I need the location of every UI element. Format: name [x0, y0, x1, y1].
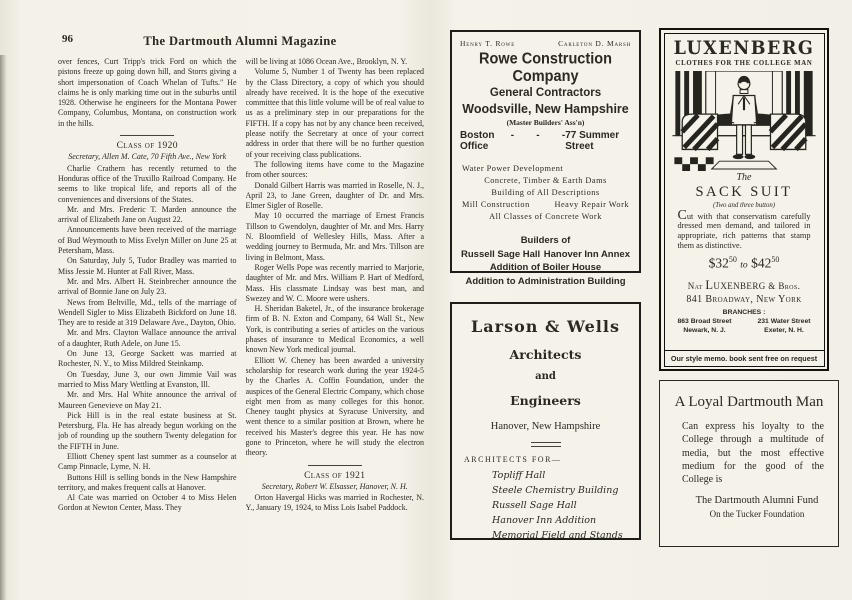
news-paragraph: Announcements have been received of the marriage of Bud Weymouth to Miss Evelyn Miller on June 25 at Petersham, Mass.	[58, 225, 237, 256]
class-1920-news-continued	[246, 67, 425, 458]
page-header	[58, 32, 422, 50]
news-paragraph: Al Cate was married on October 4 to Miss Helen Gordon at Newton Center, Mass. They	[58, 493, 237, 513]
rowe-service: Heavy Repair Work	[554, 200, 629, 209]
continued-paragraph: over fences, Curt Tripp's trick Ford on which the pistons freeze up going down hill, and Storrs giving a short impersonation of Coach Whelan of Tufts." He claims he is only marking time out in the suburbs until 1928. Otherwise he engineers for the Montana Power Company, Columbus, Montana, on construction work in the hills.	[58, 57, 237, 128]
branch-street: 863 Broad Street	[677, 317, 732, 325]
page-number: 96	[62, 33, 73, 45]
rowe-service: All Classes of Concrete Work	[489, 212, 602, 221]
news-paragraph: Volume 5, Number 1 of Twenty has been replaced by the Class Directory, a copy of which you should already have received. It is the hope of the executive committee that this little volume will be of real value to us as a preliminary step in our preparations for the FIFTH. If a copy has not by any chance been received, please notify the Secretary at once of your correct address in order that there will be no further question of your receiving class publications.	[245, 67, 424, 159]
news-paragraph: Mr. and Mrs. Clayton Wallace announce the arrival of a daughter, Ruth Adele, on June 15.	[58, 328, 237, 348]
news-paragraph: On June 13, George Sackett was married at Rochester, N. Y., to Miss Mildred Steinkamp.	[58, 349, 237, 369]
page-binding-shadow	[0, 55, 7, 600]
branch-newark	[677, 317, 731, 336]
price-to-word: to	[740, 260, 748, 271]
luxenberg-ad	[659, 28, 829, 371]
rowe-service: Building of All Descriptions	[491, 188, 600, 197]
class-1920-secretary: Secretary, Allen M. Cate, 70 Fifth Ave., New York	[68, 152, 227, 162]
rowe-principal-right: Carleton D. Marsh	[558, 39, 631, 48]
rowe-principal-left: Henry T. Rowe	[460, 39, 516, 48]
continued-paragraph: will be living at 1086 Ocean Ave., Brooklyn, N. Y.	[245, 57, 408, 66]
rowe-service: Concrete, Timber & Earth Dams	[484, 176, 607, 185]
rowe-company-name: Rowe Construction Company	[479, 50, 612, 86]
rowe-subtitle-1: General Contractors	[489, 87, 602, 99]
news-paragraph: Elliott W. Cheney has been awarded a university scholarship for research work during the year 1924-5 by the Charles A. Coffin Foundation, under the auspices of the General Electric Company, which chose eight men from as many colleges for this honor. Cheney taught physics at Syracuse University, and went thence to a similar position at Brown, where he received his Master's degree this year. He has now gone to Princeton, where he will study the electron theory.	[245, 355, 424, 458]
price-from-cents: 50	[728, 255, 737, 265]
larson-and: and	[535, 371, 556, 382]
alumni-fund-heading: A Loyal Dartmouth Man	[674, 394, 824, 410]
larson-divider	[531, 442, 561, 447]
larson-project: Russell Sage Hall	[492, 500, 577, 511]
larson-architects: Architects	[509, 347, 582, 362]
article-columns	[58, 57, 424, 595]
alumni-fund-foundation: On the Tucker Foundation	[709, 509, 805, 520]
luxenberg-brand: LUXENBERG	[673, 38, 815, 59]
news-paragraph: Mr. and Mrs. Hal White announce the arrival of Maureen Genevieve on May 21.	[58, 390, 237, 410]
luxenberg-price-range	[665, 255, 824, 272]
larson-project: Hanover Inn Addition	[492, 515, 597, 526]
company-suffix: & Bros.	[765, 280, 801, 291]
luxenberg-tagline: CLOTHES FOR THE COLLEGE MAN	[675, 59, 813, 67]
rowe-builders-section	[452, 234, 639, 288]
news-paragraph: H. Sheridan Baketel, Jr., of the insurance brokerage firm of B. N. Exton and Company, 64 Wall St., New York, is contributing a series of articles on the various phases of insurance to Medical Economics, a well known New York medical journal.	[245, 304, 424, 355]
rowe-building: Addition of Boiler House	[489, 262, 602, 273]
right-column	[246, 57, 425, 595]
news-paragraph: May 10 occurred the marriage of Ernest Francis Tillson to Gwendolyn, daughter of Mr. and Mrs. Harry N. Bloomfield of Wellesley Hills, Mass. After a wedding journey to Bermuda, Mr. and Mrs. Tillson are living in Belmont, Mass.	[245, 211, 424, 262]
rowe-boston-label: Boston Office	[460, 130, 495, 152]
branch-city: Exeter, N. H.	[764, 327, 804, 335]
larson-wells-ad	[450, 302, 641, 540]
news-paragraph: Buttons Hill is selling bonds in the New Hampshire territory, and makes frequent calls at Hanover.	[58, 472, 237, 492]
class-1920-news	[58, 164, 237, 514]
left-column	[58, 57, 237, 595]
magazine-title: The Dartmouth Alumni Magazine	[143, 34, 337, 48]
luxenberg-the: The	[736, 171, 752, 183]
branch-city: Newark, N. J.	[683, 327, 726, 335]
rowe-service: Water Power Development	[462, 164, 564, 173]
rowe-services	[452, 163, 639, 223]
rowe-building: Hanover Inn Annex	[543, 248, 630, 260]
rowe-boston-dashes: - - -	[510, 130, 566, 141]
rowe-builders-heading: Builders of	[520, 235, 571, 246]
alumni-fund-body: Can express his loyalty to the College through a multitude of media, but the most effective medium for the good of the College is	[682, 421, 824, 486]
luxenberg-product-sub: (Two and three button)	[712, 201, 776, 209]
rowe-association: (Master Builders' Ass'n)	[506, 118, 585, 127]
company-main: Luxenberg	[705, 277, 766, 292]
news-paragraph: Mr. and Mrs. Frederic T. Marden announce the arrival of Elizabeth Jane on August 22.	[58, 204, 237, 225]
class-1921-news	[246, 493, 425, 514]
rowe-building: Addition to Administration Building	[465, 275, 626, 287]
rowe-construction-ad	[450, 30, 641, 287]
luxenberg-product-name: SACK SUIT	[695, 183, 793, 200]
luxenberg-footer-offer: Our style memo. book sent free on request	[665, 350, 824, 366]
news-paragraph: Roger Wells Pope was recently married to Marjorie, daughter of Mr. and Mrs. William P. Hart of Medford, Mass. His classmate Lindsay was best man, and Swezey and W. C. Moore were ushers.	[245, 262, 424, 303]
man-in-suit-illustration	[670, 71, 818, 171]
larson-firm-name: Larson & Wells	[471, 317, 620, 336]
branch-exeter	[757, 317, 810, 336]
rowe-subtitle-2: Woodsville, New Hampshire	[462, 102, 629, 116]
rowe-service: Mill Construction	[462, 200, 530, 209]
news-paragraph: Mr. and Mrs. Albert H. Steinbrecher announce the arrival of Bonnie Jane on July 23.	[58, 276, 237, 297]
news-paragraph: News from Beltville, Md., tells of the marriage of Wendell Sigler to Miss Elizabeth Bickford on June 18. They are to reside at 319 Delaware Ave., Dayton, Ohio.	[58, 297, 237, 328]
larson-project: Memorial Field and Stands	[492, 530, 623, 541]
larson-list-heading: ARCHITECTS FOR—	[464, 455, 562, 464]
larson-project: Topliff Hall	[492, 470, 546, 481]
price-to-cents: 50	[771, 255, 780, 265]
luxenberg-body-copy: Cut with that conservatism carefully dressed men demand, and tailored in appropriate, rich patterns that stamp them as distinctive.	[677, 207, 811, 251]
news-paragraph: Elliott Cheney spent last summer as a counselor at Camp Pinnacle, Lyme, N. H.	[58, 451, 237, 472]
larson-project-list	[492, 468, 639, 543]
company-pre: Nat	[687, 280, 706, 291]
news-paragraph: On Tuesday, June 3, our own Jimmie Vail was married to Miss Mary Wettling at Evanston, Ill.	[58, 369, 237, 389]
luxenberg-inner-frame	[664, 33, 825, 367]
news-paragraph: Pick Hill is in the real estate business at St. Petersburg, Fla. He has already begun working on the job of rounding up the southern Twenty delegation for the FIFTH in June.	[58, 410, 237, 451]
class-1920-heading: Class of 1920	[116, 141, 178, 152]
rowe-building-row	[452, 248, 639, 262]
section-divider	[308, 465, 362, 466]
rowe-boston-address: 77 Summer Street	[565, 130, 620, 152]
news-paragraph: On Saturday, July 5, Tudor Bradley was married to Miss Jessie M. Hunter at Fall River, Mass.	[58, 256, 237, 276]
rowe-principals	[452, 32, 639, 48]
branch-street: 231 Water Street	[757, 317, 811, 325]
larson-location: Hanover, New Hampshire	[490, 421, 601, 432]
luxenberg-branches	[665, 317, 824, 336]
class-1921-heading: Class of 1921	[304, 470, 366, 481]
luxenberg-branches-label: BRANCHES :	[722, 308, 766, 316]
alumni-fund-name: The Dartmouth Alumni Fund	[695, 495, 819, 507]
price-to: $42	[751, 255, 772, 271]
luxenberg-address: 841 Broadway, New York	[686, 293, 802, 305]
luxenberg-company-name	[665, 278, 824, 293]
news-paragraph: Charlie Crathern has recently returned to the Honduras office of the Truxillo Railroad Company. He seems to like tropical life, and reports all of the conveniences and diversions of the States.	[58, 163, 237, 204]
larson-engineers: Engineers	[510, 393, 581, 408]
news-paragraph: The following items have come to the Magazine from other sources:	[245, 159, 424, 180]
news-paragraph: Orton Havergal Hicks was married in Rochester, N. Y., January 19, 1924, to Miss Lois Isabel Paddock.	[245, 493, 424, 513]
news-paragraph: Donald Gilbert Harris was married in Roselle, N. J., April 23, to Jane Green, daughter of Dr. and Mrs. Elmer Sigler of Roselle.	[245, 180, 424, 211]
rowe-boston-office	[452, 130, 639, 152]
alumni-fund-ad	[659, 380, 839, 547]
price-from: $32	[708, 255, 729, 271]
larson-project: Steele Chemistry Building	[492, 485, 619, 496]
section-divider	[120, 135, 174, 136]
rowe-service-row	[462, 199, 629, 211]
class-1921-secretary: Secretary, Robert W. Elsasser, Hanover, N. H.	[261, 481, 408, 491]
rowe-building: Russell Sage Hall	[461, 248, 541, 260]
